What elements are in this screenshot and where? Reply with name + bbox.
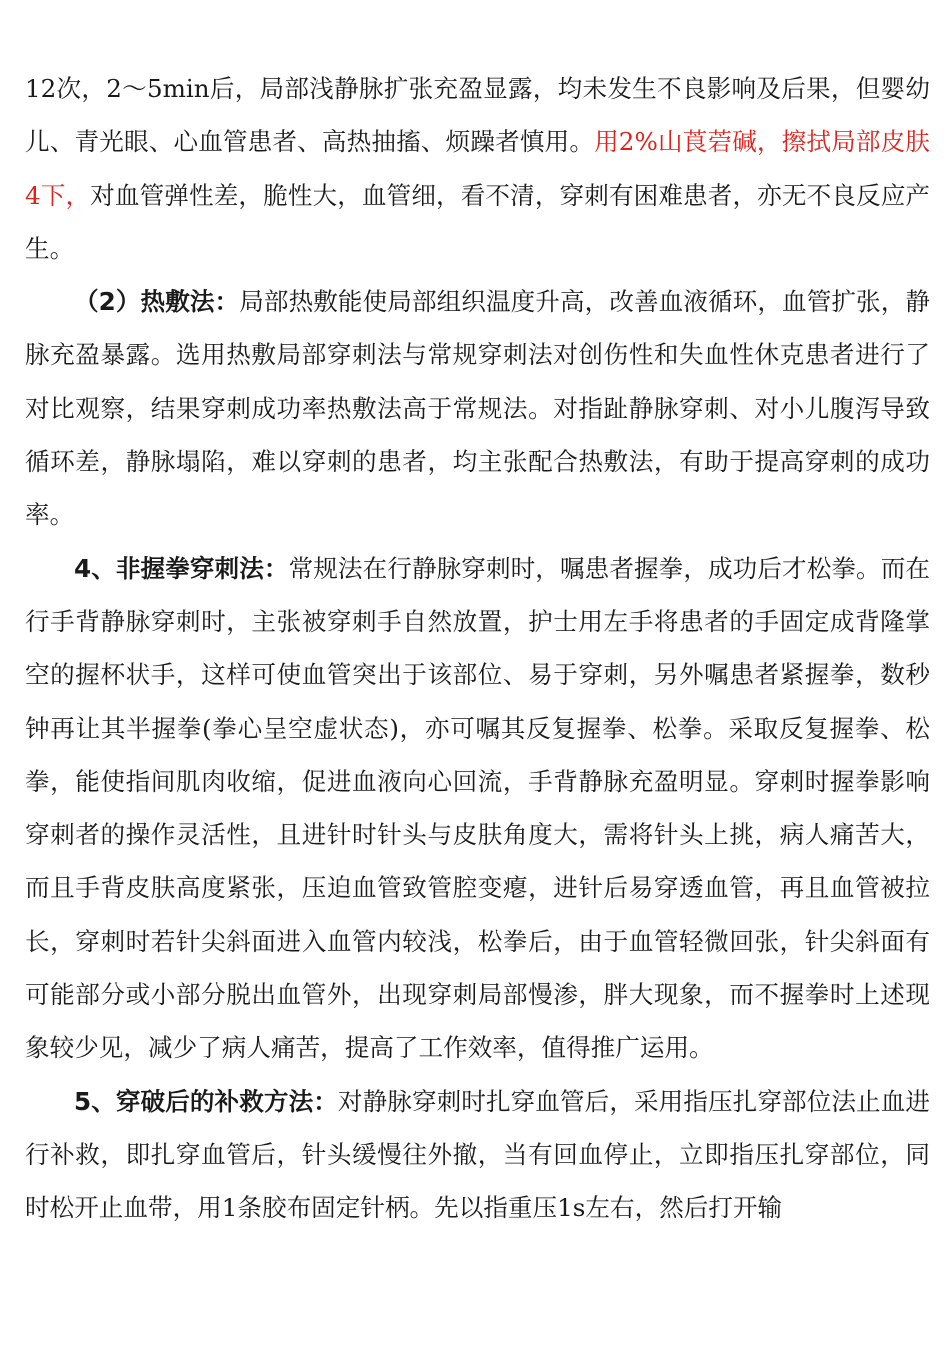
section-heading-hot-compress: （2）热敷法： — [74, 287, 240, 317]
paragraph-remedy — [25, 1075, 930, 1235]
paragraph-hot-compress — [25, 275, 930, 541]
paragraph-text: 对血管弹性差，脆性大，血管细，看不清，穿刺有困难患者，亦无不良反应产生。 — [25, 180, 930, 263]
highlighted-text: 用2%山莨菪碱，擦拭局部皮肤4下， — [25, 127, 930, 210]
paragraph-non-fist — [25, 542, 930, 1075]
paragraph-text: 局部热敷能使局部组织温度升高，改善血液循环，血管扩张，静脉充盈暴露。选用热敷局部穿刺法与常规穿刺法对创伤性和失血性休克患者进行了对比观察，结果穿刺成功率热敷法高于常规法。对指趾静脉穿刺、对小儿腹泻导致循环差，静脉塌陷，难以穿刺的患者，均主张配合热敷法，有助于提高穿刺的成功率。 — [25, 287, 930, 530]
paragraph-text: 12次，2～5min后，局部浅静脉扩张充盈显露，均未发生不良影响及后果，但婴幼儿、青光眼、心血管患者、高热抽搐、烦躁者慎用。 — [25, 74, 930, 157]
paragraph-contraindications — [25, 62, 930, 275]
paragraph-text: 对静脉穿刺时扎穿血管后，采用指压扎穿部位法止血进行补救，即扎穿血管后，针头缓慢往外撤，当有回血停止，立即指压扎穿部位，同时松开止血带，用1条胶布固定针柄。先以指重压1s左右，然后打开输 — [25, 1086, 930, 1223]
section-heading-non-fist: 4、非握拳穿刺法： — [74, 553, 289, 583]
section-heading-remedy: 5、穿破后的补救方法： — [74, 1086, 338, 1116]
document-page — [25, 62, 930, 1235]
paragraph-text: 常规法在行静脉穿刺时，嘱患者握拳，成功后才松拳。而在行手背静脉穿刺时，主张被穿刺手自然放置，护士用左手将患者的手固定成背隆掌空的握杯状手，这样可使血管突出于该部位、易于穿刺，另外嘱患者紧握拳，数秒钟再让其半握拳(拳心呈空虚状态)，亦可嘱其反复握拳、松拳。采取反复握拳、松拳，能使指间肌肉收缩，促进血液向心回流，手背静脉充盈明显。穿刺时握拳影响穿刺者的操作灵活性，且进针时针头与皮肤角度大，需将针头上挑，病人痛苦大，而且手背皮肤高度紧张，压迫血管致管腔变瘪，进针后易穿透血管，再且血管被拉长，穿刺时若针尖斜面进入血管内较浅，松拳后，由于血管轻微回张，针尖斜面有可能部分或小部分脱出血管外，出现穿刺局部慢渗，胖大现象，而不握拳时上述现象较少见，减少了病人痛苦，提高了工作效率，值得推广运用。 — [25, 553, 930, 1063]
